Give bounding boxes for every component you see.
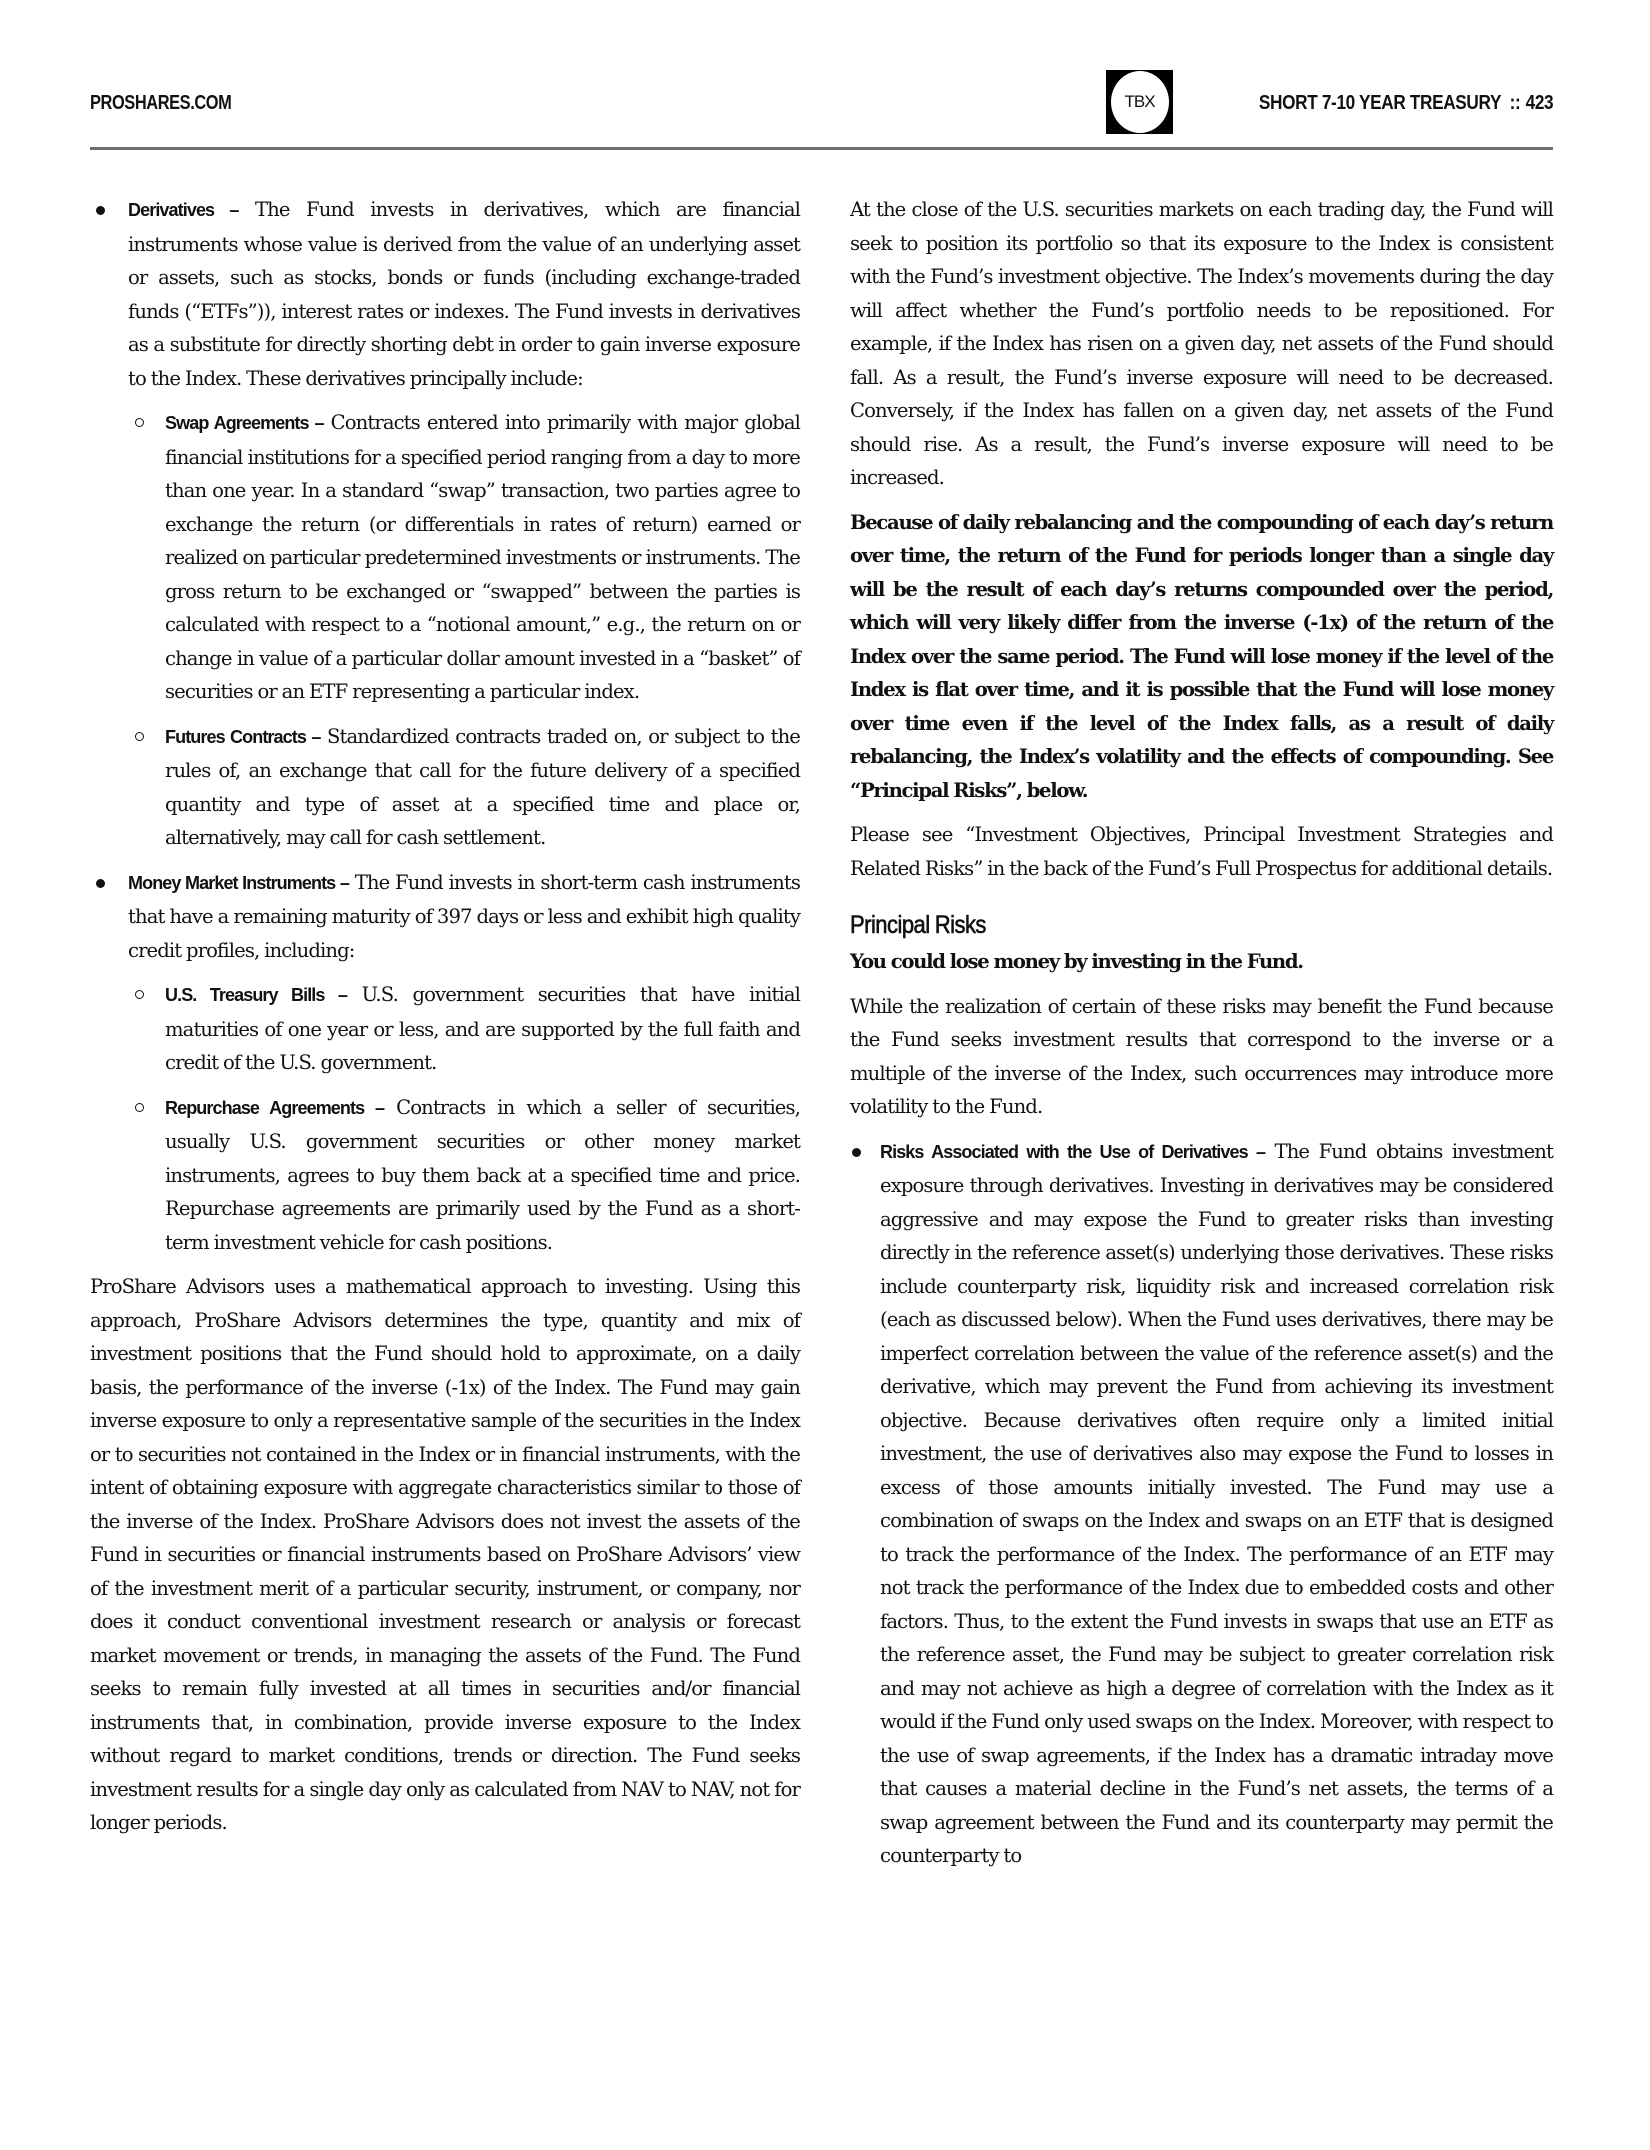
- page-header: [90, 70, 1553, 148]
- running-title: [1259, 92, 1553, 115]
- right-column: [850, 193, 1553, 1884]
- sublist-item-repurchase-agreements: [128, 1091, 800, 1260]
- list-item-text: Contracts entered into primarily with major global financial institutions for a specified period ranging from a day to more than one year. In a standard “swap” transaction, two parties agree to exchange the return (or differentials in rates of return) earned or realized on particular predetermined investments or instruments. The gross return to be exchanged or “swapped” between the parties is calculated with respect to a “notional amount,” e.g., the return on or change in value of a particular dollar amount invested in a “basket” of securities or an ETF representing a particular index.: [165, 411, 801, 703]
- list-item-text: The Fund invests in derivatives, which are financial instruments whose value is derived from the value of an underlying asset or assets, such as stocks, bonds or funds (including exchange-traded funds (“ETFs”)), interest rates or indexes. The Fund invests in derivatives as a substitute for directly shorting debt in order to gain inverse exposure to the Index. These derivatives principally include:: [128, 198, 800, 390]
- page-number: 423: [1525, 92, 1553, 114]
- run-in-heading: Risks Associated with the Use of Derivatives –: [880, 1141, 1266, 1162]
- filled-bullet-icon: [96, 206, 105, 215]
- approach-paragraph: ProShare Advisors uses a mathematical approach to investing. Using this approach, ProShare Advisors determines the type, quantity and mix of investment positions that the Fund should hold to approximate, on a daily basis, the performance of the inverse (-1x) of the Index. The Fund may gain inverse exposure to only a representative sample of the securities in the Index or to securities not contained in the Index or in financial instruments, with the intent of obtaining exposure with aggregate characteristics similar to those of the inverse of the Index. ProShare Advisors does not invest the assets of the Fund in securities or financial instruments based on ProShare Advisors’ view of the investment merit of a particular security, instrument, or company, nor does it conduct conventional investment research or analysis or forecast market movement or trends, in managing the assets of the Fund. The Fund seeks to remain fully invested at all times in securities and/or financial instruments that, in combination, provide inverse exposure to the Index without regard to market conditions, trends or direction. The Fund seeks investment results for a single day only as calculated from NAV to NAV, not for longer periods.: [90, 1275, 800, 1834]
- hollow-bullet-icon: [135, 990, 144, 999]
- title-separator: ::: [1509, 92, 1521, 114]
- principal-risks-heading: Principal Risks: [850, 911, 986, 939]
- left-column: [90, 193, 800, 1851]
- principal-risks-intro: While the realization of certain of these risks may benefit the Fund because the Fund seeks investment results that correspond to the inverse or a multiple of the inverse of the Index, such occurrences may introduce more volatility to the Fund.: [850, 994, 1553, 1118]
- site-name: PROSHARES.COM: [90, 92, 232, 114]
- run-in-heading: Derivatives –: [128, 200, 239, 220]
- see-also-paragraph: Please see “Investment Objectives, Principal Investment Strategies and Related Risks” in the back of the Fund’s Full Prospectus for additional details.: [850, 823, 1553, 880]
- list-item-text: Standardized contracts traded on, or subject to the rules of, an exchange that call for the future delivery of a specified quantity and type of asset at a specified time and place or, alternatively, may call for cash settlement.: [165, 724, 801, 849]
- run-in-heading: Money Market Instruments –: [128, 872, 349, 893]
- ticker-badge: [1106, 70, 1173, 134]
- hollow-bullet-icon: [135, 418, 144, 427]
- derivatives-sublist: [128, 406, 800, 855]
- investment-list: [90, 193, 800, 1259]
- sublist-item-swap-agreements: [128, 406, 800, 709]
- fund-name: SHORT 7-10 YEAR TREASURY: [1258, 92, 1501, 114]
- list-item-text: Contracts in which a seller of securities, usually U.S. government securities or other money market instruments, agrees to buy them back at a specified time and price. Repurchase agreements are primarily used by the Fund as a short-term investment vehicle for cash positions.: [165, 1095, 800, 1254]
- money-market-sublist: [128, 978, 800, 1259]
- run-in-heading: Swap Agreements –: [165, 413, 324, 433]
- filled-bullet-icon: [96, 879, 105, 888]
- list-item-derivatives: [90, 193, 800, 855]
- compounding-warning-paragraph: Because of daily rebalancing and the compounding of each day’s return over time, the return of the Fund for periods longer than a single day will be the result of each day’s returns compounded over the period, which will very likely differ from the inverse (-1x) of the return of the Index over the same period. The Fund will lose money if the level of the Index is flat over time, and it is possible that the Fund will lose money over time even if the level of the Index falls, as a result of daily rebalancing, the Index’s volatility and the effects of compounding. See “Principal Risks”, below.: [850, 510, 1553, 802]
- hollow-bullet-icon: [135, 1103, 144, 1112]
- risks-list: [850, 1135, 1553, 1873]
- filled-bullet-icon: [852, 1148, 861, 1157]
- rebalance-paragraph: At the close of the U.S. securities markets on each trading day, the Fund will seek to position its portfolio so that its exposure to the Index is consistent with the Fund’s investment objective. The Index’s movements during the day will affect whether the Fund’s portfolio needs to be repositioned. For example, if the Index has risen on a given day, net assets of the Fund should fall. As a result, the Fund’s inverse exposure will need to be decreased. Conversely, if the Index has fallen on a given day, net assets of the Fund should rise. As a result, the Fund’s inverse exposure will need to be increased.: [850, 198, 1553, 489]
- list-item-text: The Fund invests in short-term cash instruments that have a remaining maturity of 397 days or less and exhibit high quality credit profiles, including:: [128, 870, 800, 962]
- header-divider: [90, 147, 1553, 150]
- principal-risks-subhead: You could lose money by investing in the Fund.: [850, 950, 1303, 973]
- ticker-symbol: TBX: [1124, 92, 1155, 111]
- run-in-heading: Futures Contracts –: [165, 726, 321, 747]
- ticker-circle-icon: [1111, 71, 1169, 133]
- sublist-item-futures-contracts: [128, 720, 800, 855]
- run-in-heading: U.S. Treasury Bills –: [165, 985, 348, 1005]
- sublist-item-treasury-bills: [128, 978, 800, 1080]
- list-item-text: The Fund obtains investment exposure through derivatives. Investing in derivatives may be considered aggressive and may expose the Fund to greater risks than investing directly in the reference asset(s) underlying those derivatives. These risks include counterparty risk, liquidity risk and increased correlation risk (each as discussed below). When the Fund uses derivatives, there may be imperfect correlation between the value of the reference asset(s) and the derivative, which may prevent the Fund from achieving its investment objective. Because derivatives often require only a limited initial investment, the use of derivatives also may expose the Fund to losses in excess of those amounts initially invested. The Fund may use a combination of swaps on the Index and swaps on an ETF that is designed to track the performance of the Index. The performance of an ETF may not track the performance of the Index due to embedded costs and other factors. Thus, to the extent the Fund invests in swaps that use an ETF as the reference asset, the Fund may be subject to greater correlation risk and may not achieve as high a degree of correlation with the Index as it would if the Fund only used swaps on the Index. Moreover, with respect to the use of swap agreements, if the Index has a dramatic intraday move that causes a material decline in the Fund’s net assets, the terms of a swap agreement between the Fund and its counterparty may permit the counterparty to: [880, 1139, 1553, 1867]
- list-item-text: U.S. government securities that have initial maturities of one year or less, and are supported by the full faith and credit of the U.S. government.: [165, 983, 800, 1074]
- list-item-money-market: [90, 866, 800, 1260]
- list-item-derivatives-risk: [850, 1135, 1553, 1873]
- hollow-bullet-icon: [135, 732, 144, 741]
- run-in-heading: Repurchase Agreements –: [165, 1097, 385, 1118]
